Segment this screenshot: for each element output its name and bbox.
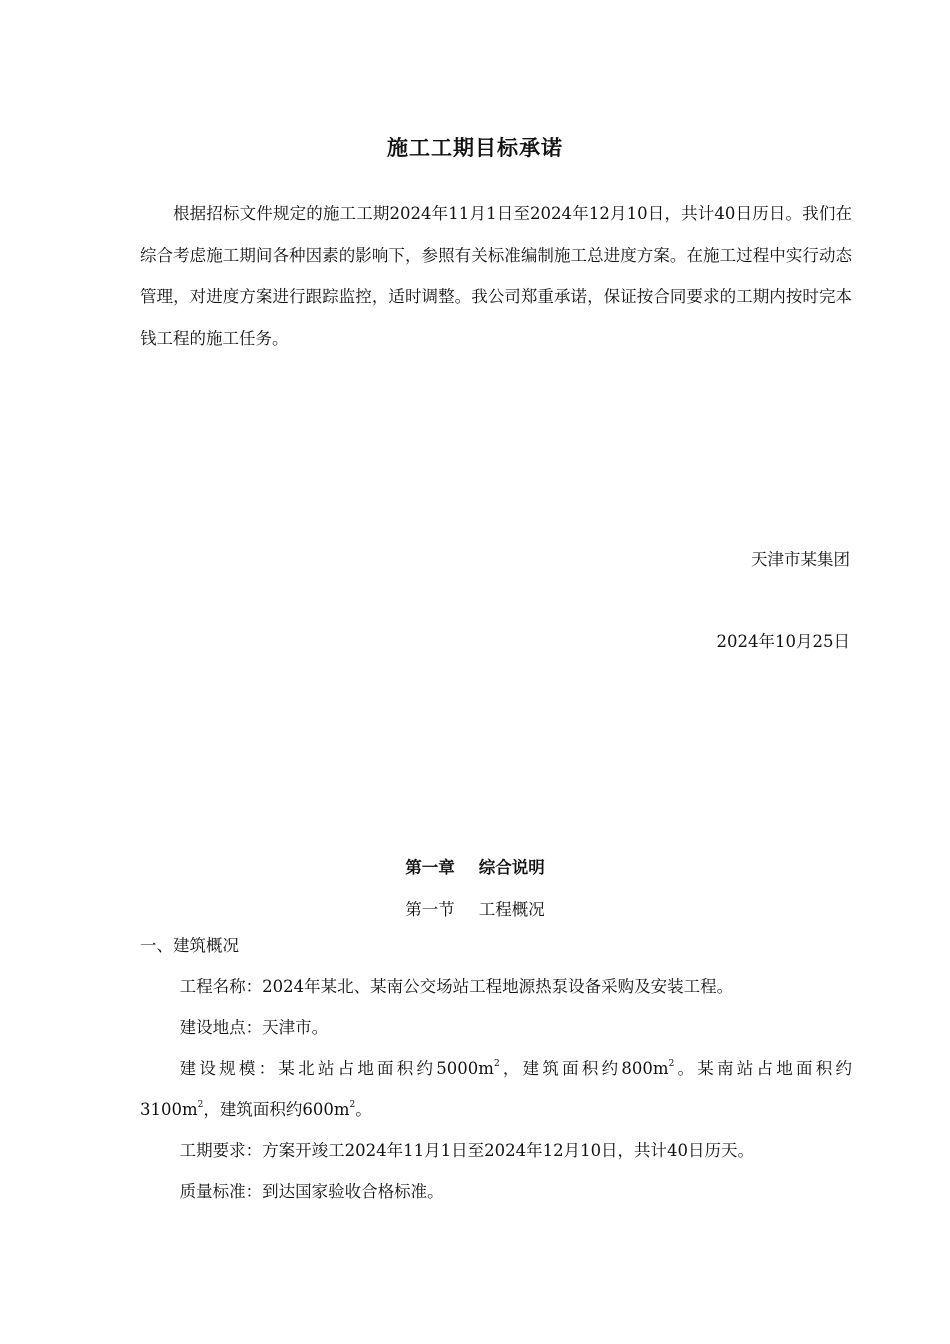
project-scale-line2: $3100m^2$，建筑面积约$600m^2$。 <box>140 1100 372 1119</box>
project-name: 工程名称：2024年某北、某南公交场站工程地源热泵设备采购及安装工程。 <box>179 977 734 996</box>
section-heading <box>0 896 950 920</box>
project-location: 建设地点：天津市。 <box>179 1018 329 1037</box>
chapter-name: 综合说明 <box>478 858 545 877</box>
project-schedule: 工期要求：方案开竣工2024年11月1日至2024年12月10日，共计40日历天。 <box>179 1141 755 1160</box>
document-title: 施工工期目标承诺 <box>387 135 563 160</box>
chapter-heading <box>0 854 950 878</box>
subsection-heading: 一、建筑概况 <box>140 936 239 955</box>
commitment-paragraph: 根据招标文件规定的施工工期2024年11月1日至2024年12月10日，共计40日历日。我们在综合考虑施工期间各种因素的影响下，参照有关标准编制施工总进度方案。在施工过程中实行动态管理，对进度方案进行跟踪监控，适时调整。我公司郑重承诺，保证按合同要求的工期内按时完本钱工程的施工任务。 <box>140 204 852 348</box>
section-name: 工程概况 <box>478 900 545 919</box>
project-scale-line1: 建设规模：某北站占地面积约$5000m^2$，建筑面积约$800m^2$。某南站占地面积约 <box>179 1059 853 1078</box>
chapter-number: 第一章 <box>405 858 455 877</box>
quality-standard: 质量标准：到达国家验收合格标准。 <box>179 1182 444 1201</box>
company-signature: 天津市某集团 <box>751 550 850 569</box>
signature-date: 2024年10月25日 <box>716 632 850 651</box>
section-number: 第一节 <box>405 900 455 919</box>
